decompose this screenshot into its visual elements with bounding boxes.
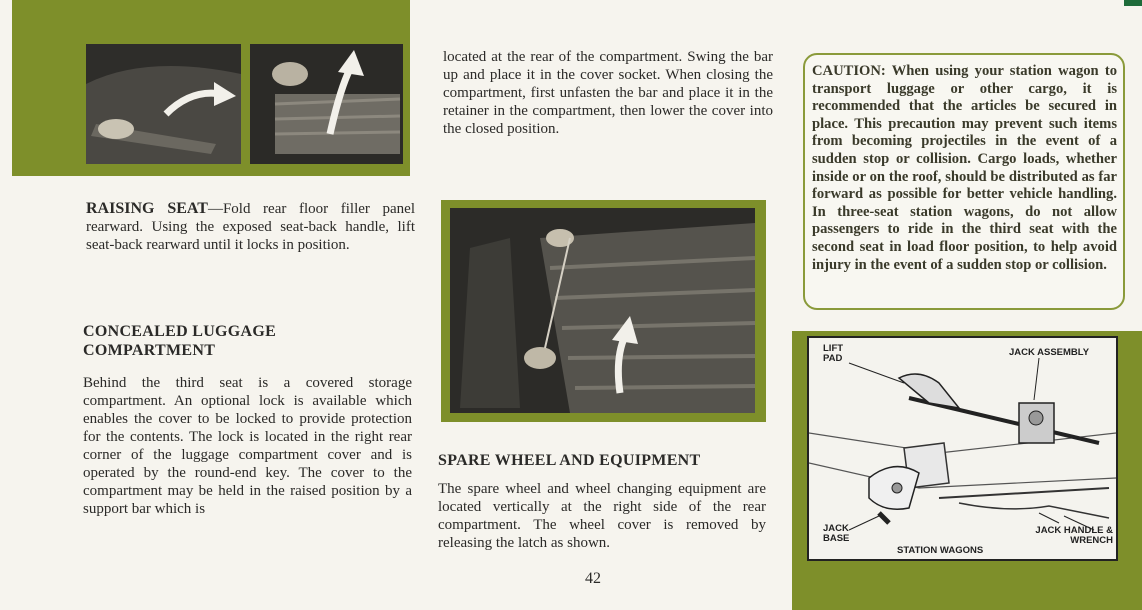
support-bar-continued: located at the rear of the compartment. Swing the bar up and place it in the cover socket. When closing the compartment, first unfasten the bar and place it in the retainer in the compartment, then lower the cover into the closed position.	[443, 49, 773, 137]
luggage-body: Behind the third seat is a covered storage compartment. An optional lock is available which enables the cover to be locked to provide protection for the contents. The lock is located in the right rear corner of the luggage compartment cover and is operated by the round-end key. The cover to the compartment may be held in the raised position by a support bar which is	[83, 375, 412, 517]
jack-handle-label: JACK HANDLE & WRENCH	[1035, 525, 1113, 546]
raising-seat-paragraph	[86, 200, 415, 254]
top-right-edge	[1124, 0, 1142, 6]
spare-wheel-heading: SPARE WHEEL AND EQUIPMENT	[438, 452, 701, 469]
caution-box	[803, 53, 1125, 310]
photo-seat-left	[86, 44, 241, 164]
raising-seat-body: —Fold rear floor filler panel rearward. Using the exposed seat-back handle, lift seat-back rearward until it locks in position.	[86, 201, 415, 253]
jack-assembly-label: JACK ASSEMBLY	[1009, 347, 1090, 358]
compartment-photo-illustration	[450, 208, 755, 413]
caution-text: CAUTION: When using your station wagon to transport luggage or other cargo, it is recommended that the articles be secured in place. This precaution may prevent such items from becoming projectiles in the event of a sudden stop or collision. Cargo loads, whether inside or on the roof, should be distributed as far forward as possible for better vehicle handling. In three-seat station wagons, do not allow passengers to ride in the third seat with the second seat in load floor position, to help avoid injury in the event of a sudden stop or collision.	[812, 63, 1117, 273]
page-number: 42	[585, 570, 601, 587]
jack-diagram	[807, 336, 1118, 561]
seat-back-illustration	[250, 44, 403, 164]
station-wagons-label: STATION WAGONS	[897, 545, 984, 556]
raising-seat-heading: RAISING SEAT	[86, 200, 208, 217]
photo-seat-right	[250, 44, 403, 164]
luggage-heading: CONCEALED LUGGAGE COMPARTMENT	[83, 323, 277, 359]
lift-pad-label: LIFT PAD	[823, 343, 844, 364]
jack-base-label: JACK BASE	[823, 523, 850, 544]
seat-lever-illustration	[86, 44, 241, 164]
photo-compartment-frame	[441, 200, 766, 422]
spare-wheel-body: The spare wheel and wheel changing equipment are located vertically at the right side of the rear compartment. The wheel cover is removed by releasing the latch as shown.	[438, 481, 766, 551]
